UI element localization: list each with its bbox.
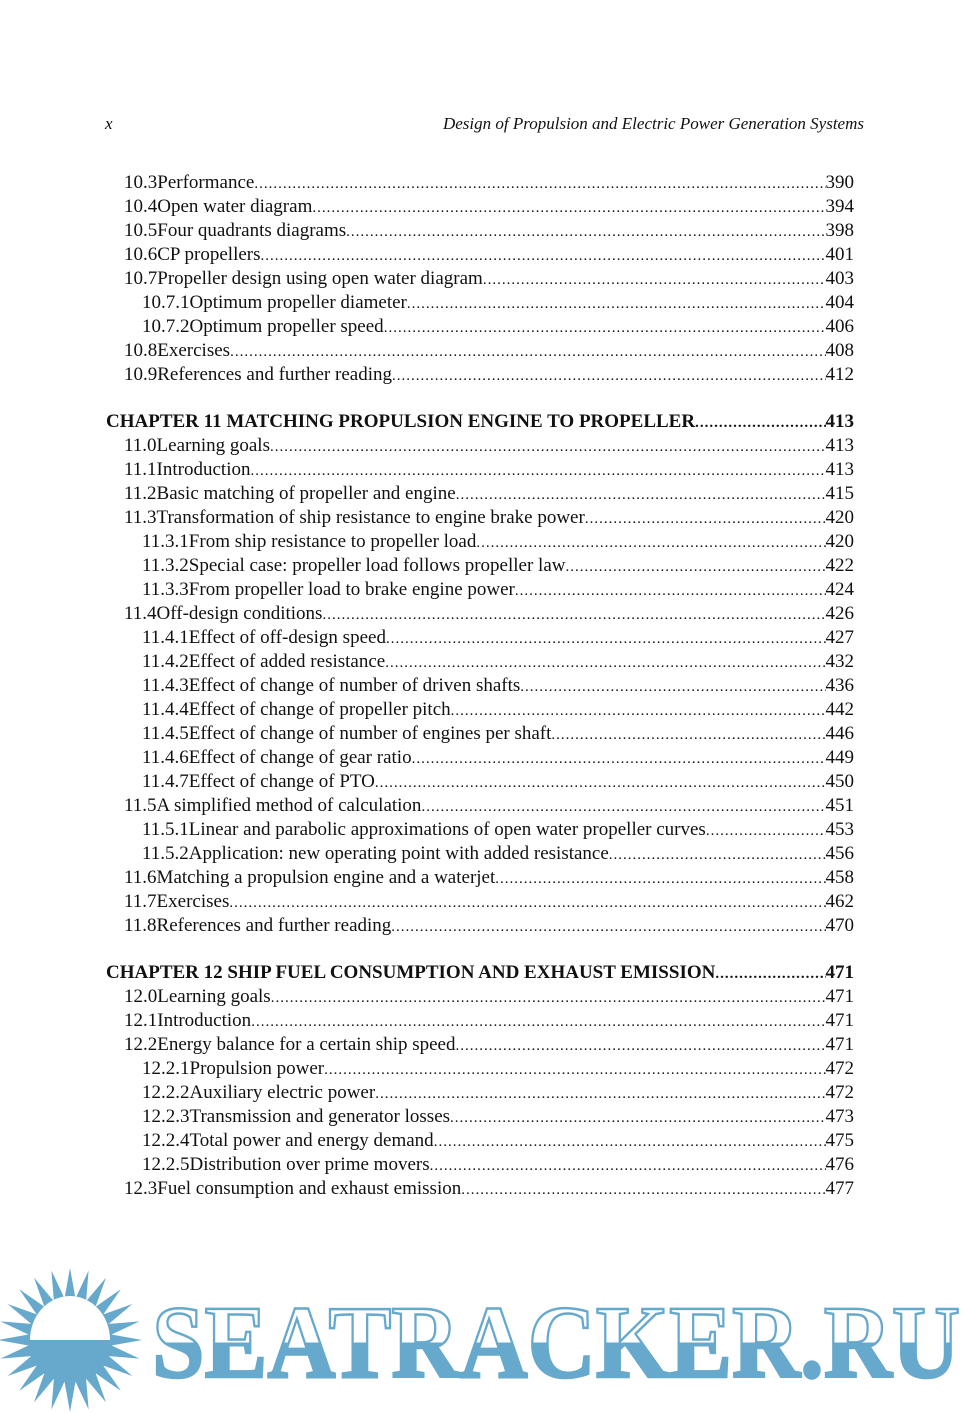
dot-leader xyxy=(346,220,825,244)
dot-leader xyxy=(270,435,826,459)
entry-page: 406 xyxy=(825,316,854,337)
dot-leader xyxy=(250,459,825,483)
entry-page: 413 xyxy=(825,459,854,480)
entry-page: 472 xyxy=(825,1058,854,1079)
toc-entry xyxy=(106,674,854,698)
entry-page: 471 xyxy=(825,962,854,983)
entry-number: 10.7.1 xyxy=(142,292,190,313)
entry-number: 11.4.3 xyxy=(142,675,189,696)
toc-entry xyxy=(106,1153,854,1177)
dot-leader xyxy=(585,507,826,531)
entry-number: 11.1 xyxy=(124,459,157,480)
entry-title: Total power and energy demand xyxy=(189,1130,434,1151)
entry-title: Effect of change of PTO xyxy=(188,771,375,792)
entry-page: 394 xyxy=(825,196,854,217)
entry-title: CHAPTER 12 SHIP FUEL CONSUMPTION AND EXHAUST EMISSION xyxy=(106,962,716,983)
page-number: x xyxy=(105,114,113,133)
entry-page: 432 xyxy=(825,651,854,672)
toc-entry xyxy=(106,1129,854,1153)
entry-page: 453 xyxy=(825,819,854,840)
entry-title: CHAPTER 11 MATCHING PROPULSION ENGINE TO PROPELLER xyxy=(106,411,696,432)
svg-text:SEATRACKER.RU: SEATRACKER.RU xyxy=(152,1285,960,1400)
entry-page: 471 xyxy=(825,986,854,1007)
entry-page: 424 xyxy=(825,579,854,600)
sun-icon xyxy=(0,1268,142,1412)
entry-page: 408 xyxy=(825,340,854,361)
entry-title: Effect of off-design speed xyxy=(188,627,386,648)
entry-number: 11.3 xyxy=(124,507,157,528)
entry-title: Open water diagram xyxy=(157,196,313,217)
entry-title: References and further reading xyxy=(157,364,392,385)
toc-entry xyxy=(106,890,854,914)
entry-page: 404 xyxy=(825,292,854,313)
entry-title: From propeller load to brake engine power xyxy=(188,579,515,600)
entry-title: Effect of change of propeller pitch xyxy=(188,699,451,720)
entry-title: Introduction xyxy=(157,1010,252,1031)
toc-entry xyxy=(106,770,854,794)
toc-entry xyxy=(106,219,854,243)
dot-leader xyxy=(715,962,825,986)
entry-title: Fuel consumption and exhaust emission xyxy=(157,1178,462,1199)
dot-leader xyxy=(515,579,826,603)
toc-entry xyxy=(106,1009,854,1033)
entry-page: 442 xyxy=(825,699,854,720)
toc-entry xyxy=(106,339,854,363)
dot-leader xyxy=(566,555,826,579)
entry-page: 450 xyxy=(825,771,854,792)
toc-entry xyxy=(106,602,854,626)
toc-entry xyxy=(106,506,854,530)
entry-page: 476 xyxy=(825,1154,854,1175)
toc-entry xyxy=(106,1105,854,1129)
entry-number: 10.7 xyxy=(124,268,158,289)
entry-number: 11.5.2 xyxy=(142,843,189,864)
dot-leader xyxy=(391,915,825,939)
entry-title: Distribution over prime movers xyxy=(189,1154,430,1175)
entry-page: 472 xyxy=(825,1082,854,1103)
entry-number: 12.0 xyxy=(124,986,158,1007)
entry-number: 11.3.2 xyxy=(142,555,189,576)
entry-title: Effect of change of gear ratio xyxy=(188,747,412,768)
toc-entry xyxy=(106,1033,854,1057)
dot-leader xyxy=(412,747,826,771)
dot-leader xyxy=(407,292,826,316)
entry-title: Effect of change of number of engines per shaft xyxy=(188,723,552,744)
dot-leader xyxy=(312,196,825,220)
entry-page: 413 xyxy=(825,411,854,432)
toc-chapter xyxy=(106,961,854,985)
entry-title: Off-design conditions xyxy=(156,603,323,624)
toc-entry xyxy=(106,195,854,219)
table-of-contents xyxy=(106,171,854,1201)
toc-entry xyxy=(106,1057,854,1081)
entry-title: Propeller design using open water diagram xyxy=(157,268,483,289)
entry-number: 10.9 xyxy=(124,364,158,385)
dot-leader xyxy=(520,675,825,699)
entry-number: 11.4.1 xyxy=(142,627,189,648)
dot-leader xyxy=(322,603,825,627)
entry-number: 11.4.4 xyxy=(142,699,189,720)
entry-number: 11.4 xyxy=(124,603,157,624)
toc-entry xyxy=(106,243,854,267)
entry-page: 426 xyxy=(825,603,854,624)
entry-number: 12.1 xyxy=(124,1010,158,1031)
entry-title: Exercises xyxy=(157,340,231,361)
entry-title: Four quadrants diagrams xyxy=(157,220,347,241)
entry-page: 436 xyxy=(825,675,854,696)
entry-title: Introduction xyxy=(156,459,251,480)
entry-number: 11.4.7 xyxy=(142,771,189,792)
entry-number: 12.2 xyxy=(124,1034,158,1055)
toc-entry xyxy=(106,722,854,746)
dot-leader xyxy=(609,843,826,867)
toc-entry xyxy=(106,818,854,842)
entry-number: 10.6 xyxy=(124,244,158,265)
dot-leader xyxy=(495,867,825,891)
entry-number: 12.2.1 xyxy=(142,1058,190,1079)
dot-leader xyxy=(384,316,826,340)
entry-number: 11.4.2 xyxy=(142,651,189,672)
entry-title: Transmission and generator losses xyxy=(189,1106,451,1127)
dot-leader xyxy=(461,1178,825,1202)
entry-number: 11.5.1 xyxy=(142,819,189,840)
dot-leader xyxy=(430,1154,826,1178)
entry-title: Auxiliary electric power xyxy=(189,1082,376,1103)
dot-leader xyxy=(386,627,826,651)
entry-title: A simplified method of calculation xyxy=(156,795,422,816)
toc-entry xyxy=(106,842,854,866)
entry-number: 11.0 xyxy=(124,435,157,456)
toc-entry xyxy=(106,914,854,938)
entry-title: Optimum propeller speed xyxy=(189,316,384,337)
toc-entry xyxy=(106,363,854,387)
dot-leader xyxy=(324,1058,825,1082)
toc-entry xyxy=(106,794,854,818)
entry-title: Optimum propeller diameter xyxy=(189,292,407,313)
entry-page: 470 xyxy=(825,915,854,936)
entry-page: 427 xyxy=(825,627,854,648)
entry-title: Performance xyxy=(157,172,255,193)
entry-page: 458 xyxy=(825,867,854,888)
dot-leader xyxy=(229,891,825,915)
entry-page: 390 xyxy=(825,172,854,193)
entry-number: 12.2.2 xyxy=(142,1082,190,1103)
dot-leader xyxy=(385,651,825,675)
entry-title: Exercises xyxy=(156,891,230,912)
dot-leader xyxy=(695,411,825,435)
entry-page: 449 xyxy=(825,747,854,768)
entry-number: 11.3.1 xyxy=(142,531,189,552)
entry-page: 471 xyxy=(825,1010,854,1031)
entry-title: Linear and parabolic approximations of open water propeller curves xyxy=(188,819,706,840)
dot-leader xyxy=(375,771,826,795)
dot-leader xyxy=(551,723,825,747)
entry-page: 420 xyxy=(825,531,854,552)
entry-title: Special case: propeller load follows propeller law xyxy=(188,555,566,576)
entry-page: 398 xyxy=(825,220,854,241)
entry-page: 415 xyxy=(825,483,854,504)
toc-entry xyxy=(106,291,854,315)
entry-number: 10.3 xyxy=(124,172,158,193)
toc-entry xyxy=(106,985,854,1009)
toc-entry xyxy=(106,746,854,770)
watermark-logo xyxy=(0,1265,976,1413)
dot-leader xyxy=(251,1010,825,1034)
dot-leader xyxy=(706,819,826,843)
dot-leader xyxy=(230,340,825,364)
toc-entry xyxy=(106,171,854,195)
dot-leader xyxy=(375,1082,825,1106)
dot-leader xyxy=(456,483,826,507)
entry-number: 10.7.2 xyxy=(142,316,190,337)
entry-page: 446 xyxy=(825,723,854,744)
entry-number: 11.3.3 xyxy=(142,579,189,600)
entry-number: 12.3 xyxy=(124,1178,158,1199)
dot-leader xyxy=(254,172,825,196)
toc-entry xyxy=(106,866,854,890)
entry-page: 451 xyxy=(825,795,854,816)
toc-chapter xyxy=(106,410,854,434)
entry-number: 11.4.6 xyxy=(142,747,189,768)
entry-title: Application: new operating point with added resistance xyxy=(188,843,609,864)
entry-title: Matching a propulsion engine and a waterjet xyxy=(156,867,496,888)
entry-page: 413 xyxy=(825,435,854,456)
dot-leader xyxy=(450,1106,825,1130)
dot-leader xyxy=(434,1130,826,1154)
running-header: Design of Propulsion and Electric Power Generation Systems xyxy=(442,114,864,133)
dot-leader xyxy=(421,795,825,819)
entry-number: 11.8 xyxy=(124,915,157,936)
entry-page: 475 xyxy=(825,1130,854,1151)
dot-leader xyxy=(271,986,826,1010)
entry-title: Effect of change of number of driven shafts xyxy=(188,675,521,696)
dot-leader xyxy=(476,531,825,555)
entry-page: 412 xyxy=(825,364,854,385)
entry-number: 12.2.5 xyxy=(142,1154,190,1175)
entry-title: References and further reading xyxy=(156,915,392,936)
entry-page: 401 xyxy=(825,244,854,265)
entry-number: 12.2.3 xyxy=(142,1106,190,1127)
entry-title: Propulsion power xyxy=(189,1058,325,1079)
dot-leader xyxy=(392,364,826,388)
entry-number: 11.4.5 xyxy=(142,723,189,744)
entry-page: 422 xyxy=(825,555,854,576)
entry-title: Basic matching of propeller and engine xyxy=(156,483,456,504)
toc-entry xyxy=(106,434,854,458)
toc-entry xyxy=(106,458,854,482)
entry-page: 403 xyxy=(825,268,854,289)
entry-number: 10.8 xyxy=(124,340,158,361)
entry-page: 473 xyxy=(825,1106,854,1127)
entry-number: 11.6 xyxy=(124,867,157,888)
entry-page: 477 xyxy=(825,1178,854,1199)
entry-title: Effect of added resistance xyxy=(188,651,386,672)
toc-entry xyxy=(106,698,854,722)
entry-title: Learning goals xyxy=(156,435,270,456)
entry-title: Transformation of ship resistance to engine brake power xyxy=(156,507,585,528)
dot-leader xyxy=(456,1034,826,1058)
toc-entry xyxy=(106,530,854,554)
dot-leader xyxy=(261,244,826,268)
entry-number: 10.5 xyxy=(124,220,158,241)
entry-page: 471 xyxy=(825,1034,854,1055)
entry-number: 12.2.4 xyxy=(142,1130,190,1151)
entry-title: From ship resistance to propeller load xyxy=(188,531,477,552)
entry-number: 11.7 xyxy=(124,891,157,912)
toc-entry xyxy=(106,315,854,339)
toc-entry xyxy=(106,578,854,602)
dot-leader xyxy=(451,699,826,723)
entry-page: 420 xyxy=(825,507,854,528)
entry-number: 11.2 xyxy=(124,483,157,504)
toc-entry xyxy=(106,554,854,578)
dot-leader xyxy=(483,268,826,292)
entry-title: Energy balance for a certain ship speed xyxy=(157,1034,456,1055)
toc-entry xyxy=(106,1177,854,1201)
entry-number: 11.5 xyxy=(124,795,157,816)
entry-page: 462 xyxy=(825,891,854,912)
toc-entry xyxy=(106,482,854,506)
entry-number: 10.4 xyxy=(124,196,158,217)
toc-entry xyxy=(106,1081,854,1105)
entry-title: CP propellers xyxy=(157,244,261,265)
entry-title: Learning goals xyxy=(157,986,271,1007)
toc-entry xyxy=(106,626,854,650)
entry-page: 456 xyxy=(825,843,854,864)
toc-entry xyxy=(106,650,854,674)
toc-entry xyxy=(106,267,854,291)
